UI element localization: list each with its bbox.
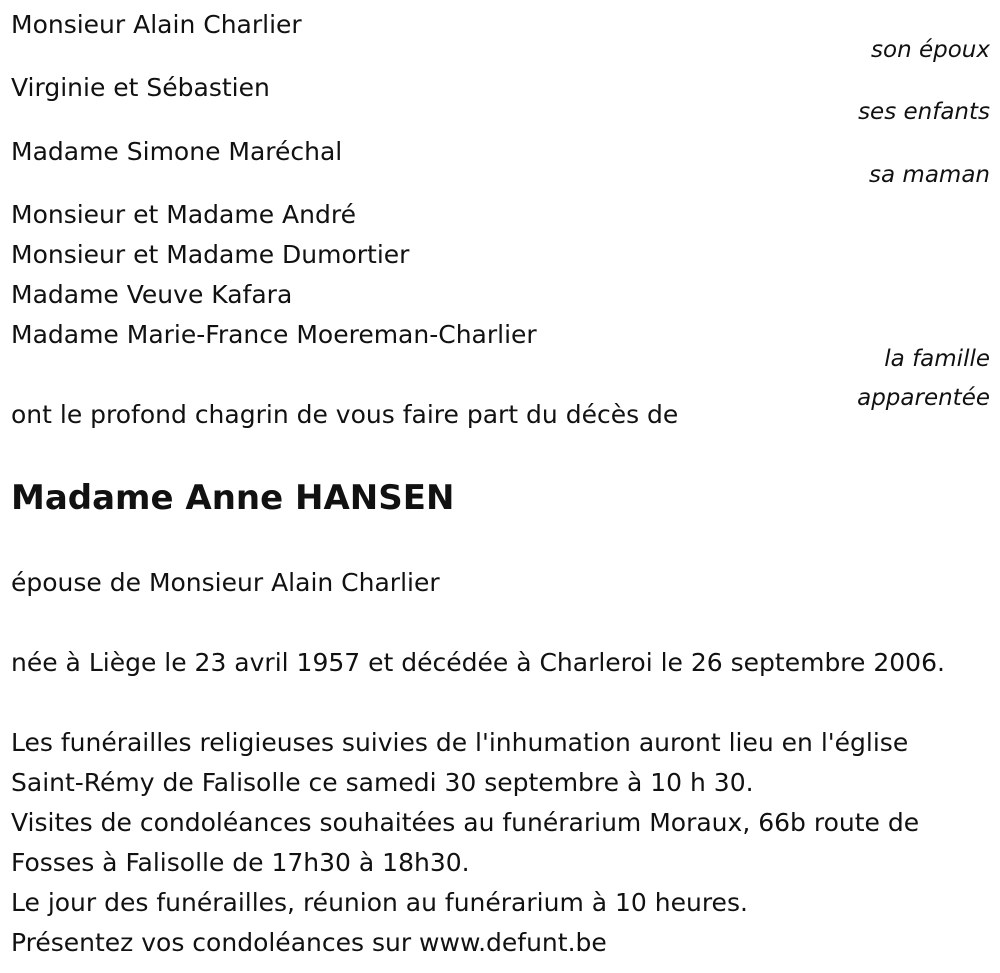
announcement-text: ont le profond chagrin de vous faire part du décès de [11, 400, 679, 429]
deceased-name: Madame Anne HANSEN [11, 478, 455, 518]
detail-line: Les funérailles religieuses suivies de l'inhumation auront lieu en l'église [11, 728, 909, 757]
detail-line: Saint-Rémy de Falisolle ce samedi 30 septembre à 10 h 30. [11, 768, 754, 797]
role-extended-family-line2: apparentée [857, 385, 990, 411]
detail-line: Visites de condoléances souhaitées au funérarium Moraux, 66b route de [11, 808, 920, 837]
family-member-spouse: Monsieur Alain Charlier [11, 10, 302, 39]
extended-family-member: Monsieur et Madame Dumortier [11, 240, 410, 269]
role-extended-family-line1: la famille [884, 346, 990, 372]
detail-line: Fosses à Falisolle de 17h30 à 18h30. [11, 848, 470, 877]
detail-line: Le jour des funérailles, réunion au funérarium à 10 heures. [11, 888, 748, 917]
extended-family-member: Monsieur et Madame André [11, 200, 356, 229]
family-member-children: Virginie et Sébastien [11, 73, 270, 102]
extended-family-member: Madame Veuve Kafara [11, 280, 293, 309]
role-mother: sa maman [869, 162, 990, 188]
family-member-mother: Madame Simone Maréchal [11, 137, 343, 166]
detail-line-condolences: Présentez vos condoléances sur www.defunt.be [11, 928, 607, 957]
role-children: ses enfants [858, 99, 990, 125]
birth-death-line: née à Liège le 23 avril 1957 et décédée à Charleroi le 26 septembre 2006. [11, 648, 945, 677]
spouse-line: épouse de Monsieur Alain Charlier [11, 568, 440, 597]
extended-family-member: Madame Marie-France Moereman-Charlier [11, 320, 537, 349]
role-spouse: son époux [871, 37, 990, 63]
